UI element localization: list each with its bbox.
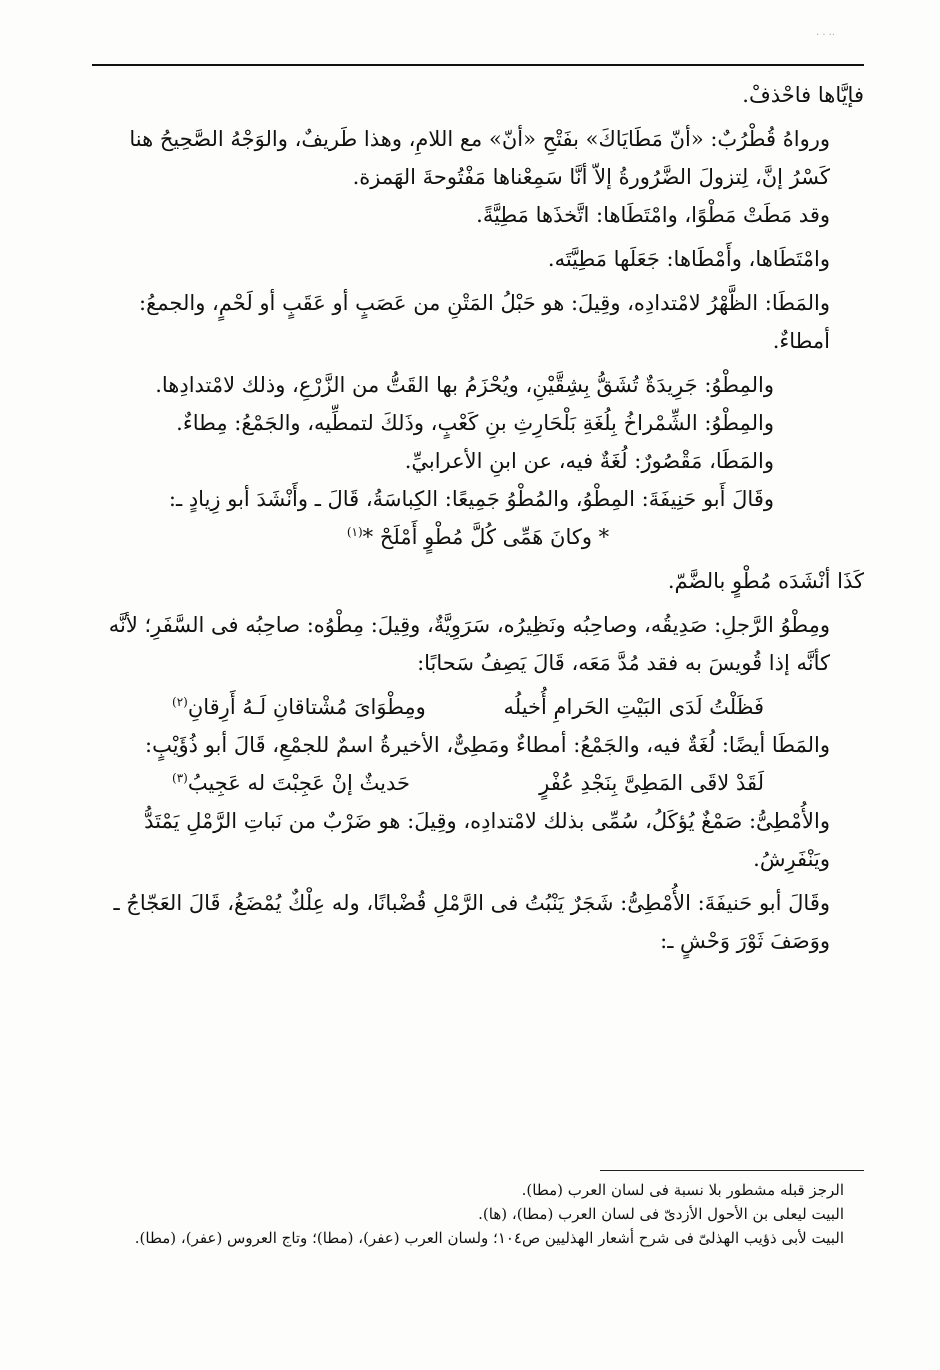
paragraph: ومِطْوُ الرَّجلِ: صَدِيقُه، وصاحِبُه ونَظِيرُه، سَرَوِيَّةٌ، وقِيلَ: مِطْوُه: صاحِبُه فى السَّفَرِ؛ لأنَّه كأنَّه إذا قُويسَ به فقد مُدَّ مَعَه، قَالَ يَصِفُ سَحابًا:: [108, 613, 830, 675]
paragraph: وقَالَ أبو حَنيفَةَ: الأُمْطِىُّ: شَجَرٌ يَنْبُتُ فى الرَّمْلِ قُضْبانًا، وله عِلْكٌ يُمْضَغُ، قَالَ العَجّاجُ ـ ووَصَفَ ثَوْرَ وَحْشٍ ـ:: [113, 891, 830, 953]
verse-text: * وكانَ هَمِّى كُلَّ مُطْوٍ أَمْلَحْ *: [362, 525, 610, 549]
header-rule: [92, 64, 864, 66]
main-text: [92, 76, 864, 960]
footnote-marker: (٢): [172, 695, 188, 709]
paragraph: والمَطَا: الظَّهْرُ لامْتدادِه، وقِيلَ: هو حَبْلُ المَتْنِ من عَصَبٍ أو عَقَبٍ أو لَحْمٍ، والجمعُ: أمطاءٌ.: [139, 291, 830, 353]
footnotes: [92, 1178, 864, 1250]
footnote-marker: (١): [346, 525, 363, 539]
verse-line: [92, 518, 864, 556]
paragraph: وقد مَطَتْ مَطْوًا، وامْتَطَاها: اتَّخذَها مَطِيَّةً.: [476, 203, 830, 227]
verse-hemistich-left-text: حَديثٌ إنْ عَجِبْتَ له عَجِيبُ: [187, 771, 410, 795]
paragraph: والمَطَا أيضًا: لُغَةٌ فيه، والجَمْعُ: أمطاءٌ ومَطِىٌّ، الأخيرةُ اسمٌ للجمْعِ، قَالَ أبو ذُؤَيْبٍ:: [145, 733, 830, 757]
footnote-rule: [600, 1170, 864, 1171]
paragraph: ورواهُ قُطْرُبٌ: «أنّ مَطَايَاكَ» بفَتْحِ «أنّ» مع اللامِ، وهذا طَريفٌ، والوَجْهُ الصَّحِيحُ هنا كَسْرُ إنَّ، لِتزولَ الضَّرُورةُ إلاّ أنَّا سَمِعْناها مَفْتُوحةَ الهَمزة.: [129, 127, 830, 189]
footnote: الرجز قبله مشطور بلا نسبة فى لسان العرب (مطا).: [521, 1181, 844, 1199]
paragraph: فإيَّاها فاحْذفْ.: [742, 83, 864, 107]
verse-hemistich-left-text: ومِطْوَاىَ مُشْتاقانِ لَـهُ أَرِقانِ: [187, 695, 426, 719]
footnote: البيت ليعلى بن الأحول الأزدىّ فى لسان العرب (مطا)، (ها).: [478, 1205, 844, 1223]
paragraph: والأُمْطِىُّ: صَمْغٌ يُؤكَلُ، سُمِّى بذلك لامْتدادِه، وقِيلَ: هو ضَرْبٌ من نَباتِ الرَّمْلِ يَمْتَدُّ ويَنْفَرِشُ.: [144, 809, 830, 871]
paragraph: والمِطْوُ: جَرِيدَةٌ تُشَقُّ بِشِقَّيْنِ، ويُحْزَمُ بها القَتُّ من الزَّرْعِ، وذلك لامْتدادِها.: [155, 373, 774, 397]
paragraph: والمَطَا، مَقْصُورٌ: لُغَةٌ فيه، عن ابنِ الأعرابيِّ.: [404, 449, 774, 473]
verse-line: [92, 764, 864, 802]
scan-mark: · · ··: [816, 30, 836, 41]
paragraph: وقَالَ أَبو حَنِيفَةَ: المِطْوُ، والمُطْوُ جَمِيعًا: الكِباسَةُ، قَالَ ـ وأَنْشَدَ أبو زِيادٍ ـ:: [168, 487, 774, 511]
verse-hemistich-right: فَظَلْتُ لَدَى البَيْتِ الحَرامِ أُخيلُه: [503, 695, 764, 719]
paragraph: كَذَا أنْشَدَه مُطْوٍ بالضَّمّ.: [667, 569, 864, 593]
paragraph: وامْتَطَاها، وأَمْطَاها: جَعَلَها مَطِيَّتَه.: [547, 247, 830, 271]
verse-hemistich-left: [172, 688, 426, 726]
paragraph: والمِطْوُ: الشِّمْراخُ بِلُغَةِ بَلْحَارِثِ بنِ كَعْبٍ، وذَلكَ لتمطِّيه، والجَمْعُ: مِطاءٌ.: [176, 411, 774, 435]
verse-hemistich-left: [172, 764, 410, 802]
footnote: البيت لأبى ذؤيب الهذلىّ فى شرح أشعار الهذليين ص١٠٤؛ ولسان العرب (عفر)، (مطا)؛ وتاج العروس (عفر)، (مطا).: [134, 1229, 844, 1247]
verse-hemistich-right: لَقَدْ لاقَى المَطِىَّ بِنَجْدِ عُفْرٍ: [539, 771, 764, 795]
footnote-marker: (٣): [172, 771, 188, 785]
verse-line: [92, 688, 864, 726]
